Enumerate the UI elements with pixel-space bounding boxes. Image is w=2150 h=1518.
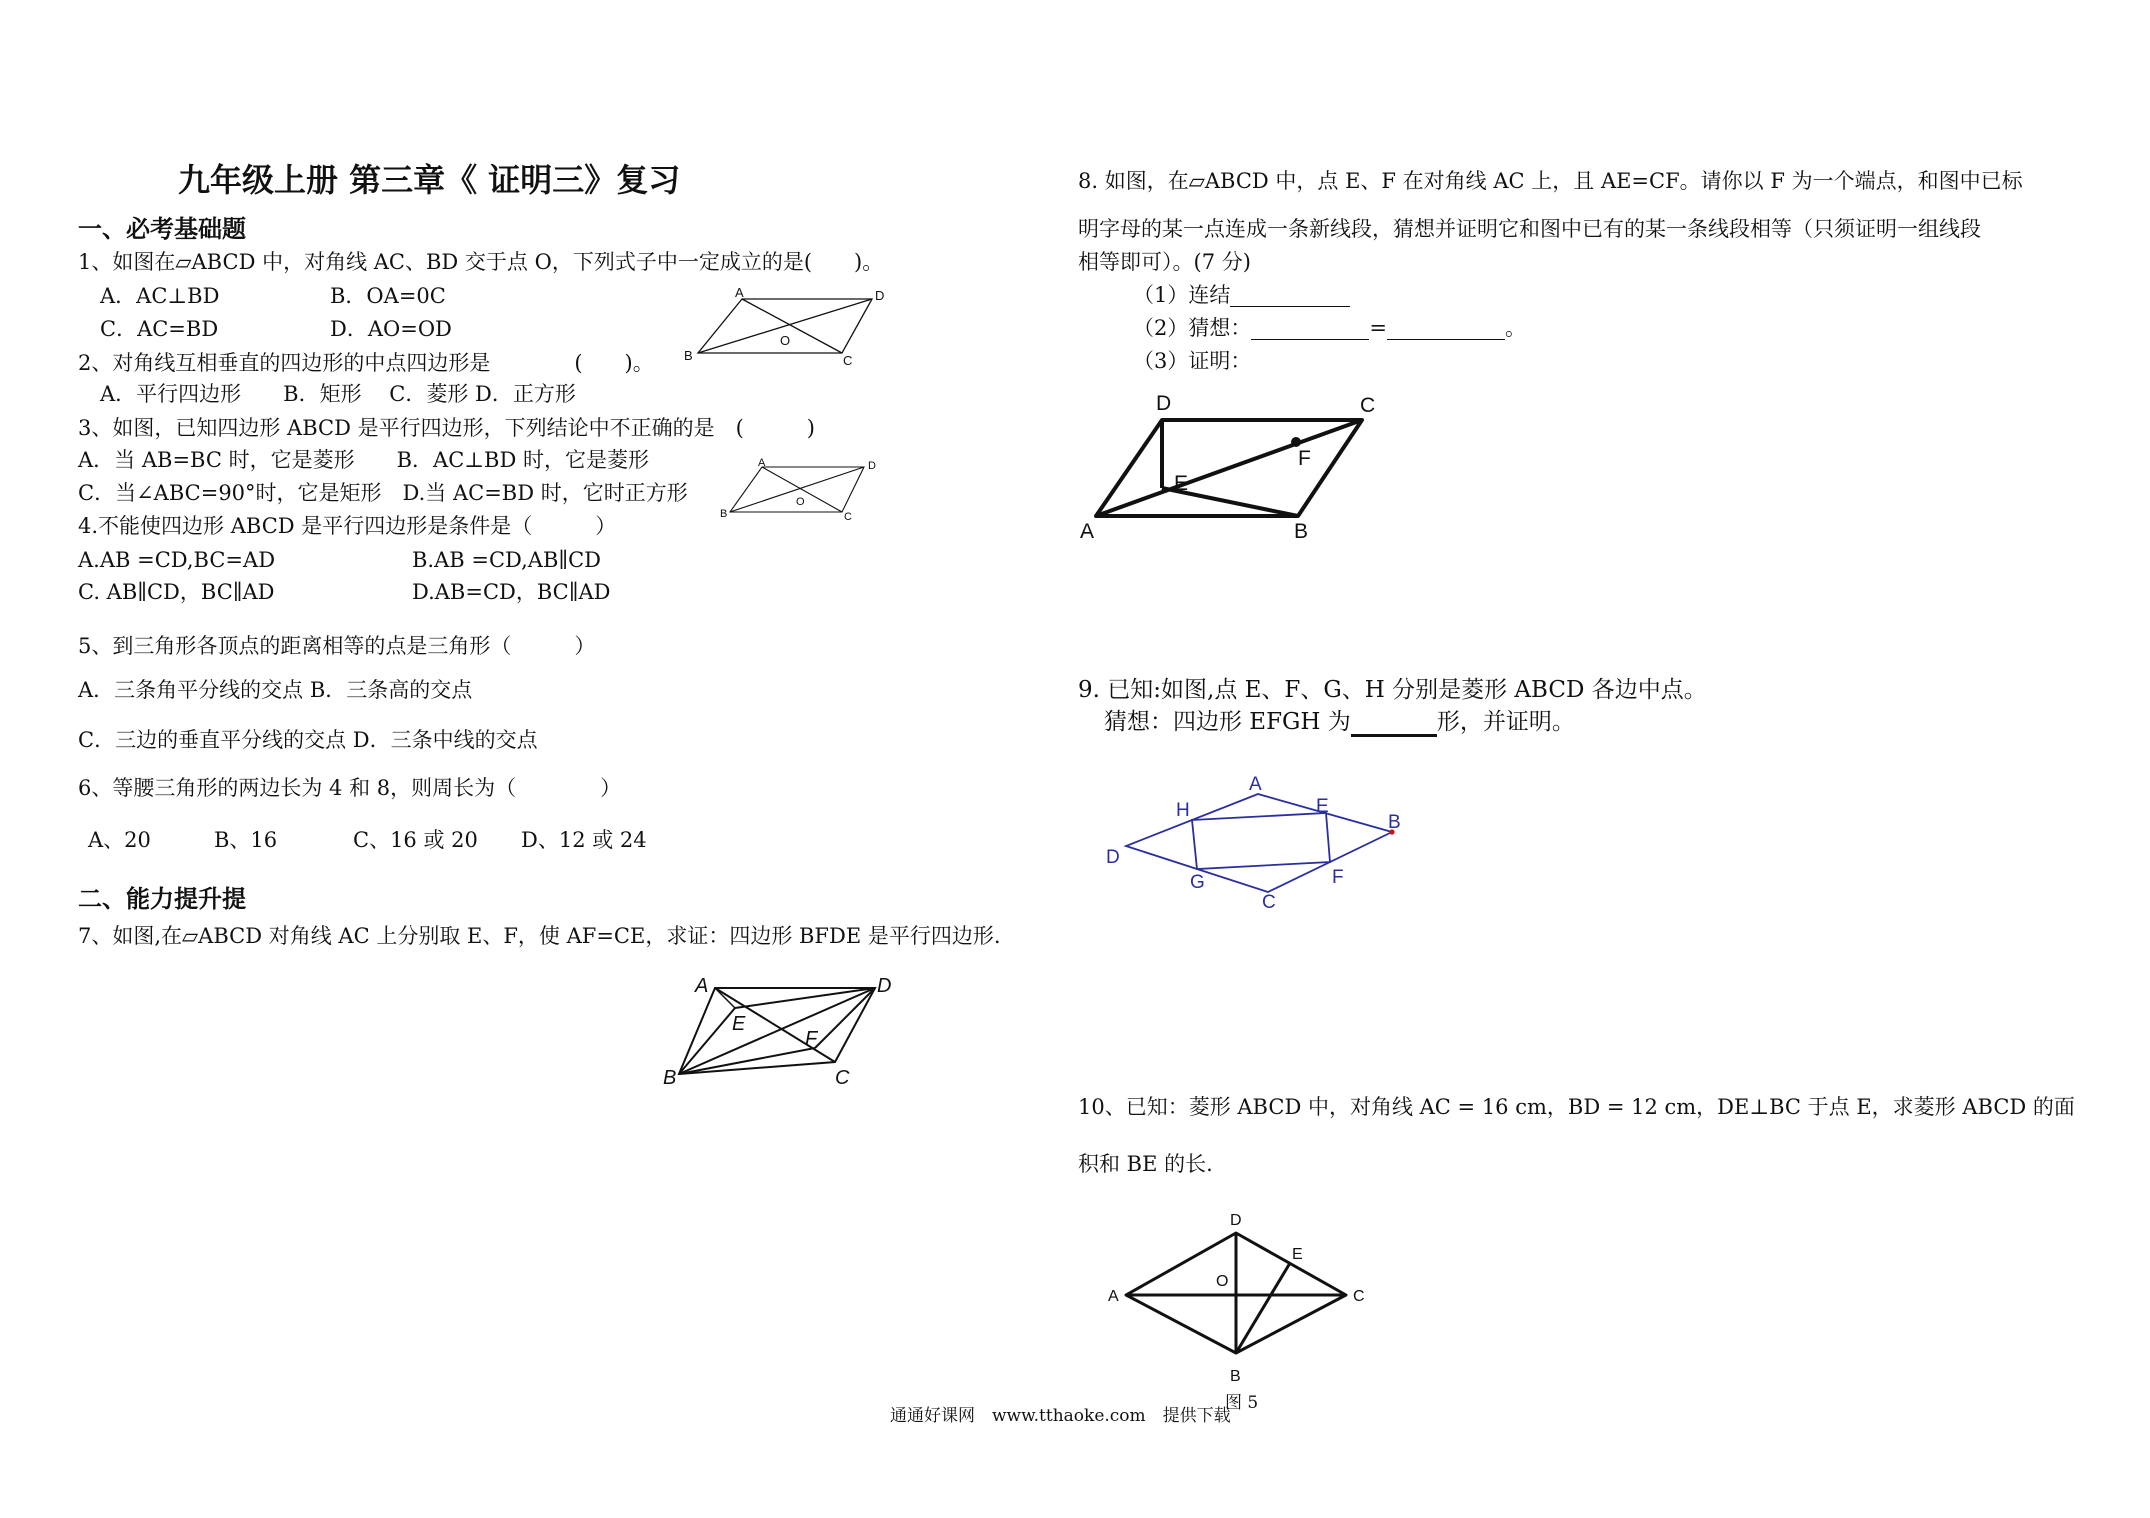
q8-figure <box>1070 390 1400 550</box>
q3-label-o: O <box>796 496 805 508</box>
q2-options: A．平行四边形 B．矩形 C．菱形 D．正方形 <box>100 382 576 406</box>
q9-line1: 9. 已知:如图,点 E、F、G、H 分别是菱形 ABCD 各边中点。 <box>1078 677 1707 703</box>
q5-line1: A．三条角平分线的交点 B．三条高的交点 <box>78 678 473 702</box>
q6-option-c: C、16 或 20 <box>353 828 478 852</box>
q1-option-a: A．AC⊥BD <box>100 284 220 308</box>
q7-stem: 7、如图,在▱ABCD 对角线 AC 上分别取 E、F，使 AF=CE，求证：四边形 BFDE 是平行四边形. <box>78 924 1001 948</box>
q4-option-b: B.AB =CD,AB∥CD <box>412 548 602 572</box>
q10-figure-caption: 图 5 <box>1225 1393 1259 1413</box>
q10-figure <box>1100 1205 1390 1395</box>
q3-figure <box>718 455 878 525</box>
q10-line2: 积和 BE 的长. <box>1078 1152 1213 1176</box>
q7-label-b: B <box>663 1067 677 1089</box>
section2-heading: 二、能力提升提 <box>78 884 246 913</box>
q6-stem: 6、等腰三角形的两边长为 4 和 8，则周长为（ ） <box>78 776 622 800</box>
q9-label-d: D <box>1106 847 1120 868</box>
q10-line1: 10、已知：菱形 ABCD 中，对角线 AC = 16 cm，BD = 12 cm，DE⊥BC 于点 E，求菱形 ABCD 的面 <box>1078 1095 2075 1119</box>
q9-figure <box>1100 770 1420 913</box>
q10-label-d: D <box>1230 1212 1242 1229</box>
q9-line2-end: 形，并证明。 <box>1436 709 1575 735</box>
q4-stem: 4.不能使四边形 ABCD 是平行四边形是条件是（ ） <box>78 514 617 538</box>
q7-label-c: C <box>835 1067 850 1089</box>
q1-stem: 1、如图在▱ABCD 中，对角线 AC、BD 交于点 O，下列式子中一定成立的是( )。 <box>78 250 884 274</box>
q1-option-d: D．AO=OD <box>330 317 452 341</box>
q10-label-e: E <box>1292 1246 1303 1263</box>
q8-label-b: B <box>1294 520 1309 543</box>
q1-label-d: D <box>875 288 885 303</box>
q3-label-c: C <box>844 511 852 523</box>
q8-step1-label: （1）连结 <box>1133 283 1231 307</box>
q7-figure <box>655 970 905 1100</box>
q7-label-a: A <box>695 975 709 997</box>
q10-label-o: O <box>1216 1273 1229 1290</box>
q8-step1 <box>1133 285 1350 307</box>
q3-label-b: B <box>720 508 728 520</box>
q6-option-b: B、16 <box>214 828 278 852</box>
q8-step2-label: （2）猜想： <box>1133 316 1252 340</box>
q9-label-a: A <box>1249 774 1262 795</box>
q8-step2 <box>1133 318 1526 340</box>
q8-line1: 8. 如图，在▱ABCD 中，点 E、F 在对角线 AC 上，且 AE=CF。请你以 F 为一个端点，和图中已标 <box>1078 169 2023 193</box>
q8-label-d: D <box>1156 392 1172 415</box>
q9-label-f: F <box>1332 867 1344 888</box>
q9-label-c: C <box>1262 892 1276 913</box>
q1-option-c: C．AC=BD <box>100 317 219 341</box>
q3-label-d: D <box>868 460 876 472</box>
q9-label-g: G <box>1190 872 1205 893</box>
q5-line2: C．三边的垂直平分线的交点 D．三条中线的交点 <box>78 728 538 752</box>
q4-option-c: C. AB∥CD，BC∥AD <box>78 580 275 604</box>
q8-label-f: F <box>1298 447 1311 470</box>
q9-label-h: H <box>1176 800 1190 821</box>
q3-stem: 3、如图，已知四边形 ABCD 是平行四边形，下列结论中不正确的是 ( ) <box>78 416 815 440</box>
q7-label-d: D <box>877 975 892 997</box>
q6-option-a: A、20 <box>88 828 151 852</box>
q10-label-c: C <box>1353 1288 1365 1305</box>
q9-line2 <box>1104 711 1575 737</box>
q7-label-f: F <box>805 1028 818 1050</box>
q6-option-d: D、12 或 24 <box>521 828 647 852</box>
q2-stem: 2、对角线互相垂直的四边形的中点四边形是 ( )。 <box>78 351 654 375</box>
q8-step3: （3）证明： <box>1133 349 1252 373</box>
q8-label-c: C <box>1360 394 1376 417</box>
q3-line-a: A．当 AB=BC 时，它是菱形 B．AC⊥BD 时，它是菱形 <box>78 448 649 472</box>
q1-figure <box>680 285 890 370</box>
page-footer: 通通好课网 www.tthaoke.com 提供下载 <box>890 1406 1231 1426</box>
q8-label-a: A <box>1080 520 1095 543</box>
q8-step2-end: 。 <box>1504 316 1526 340</box>
q4-option-a: A.AB =CD,BC=AD <box>78 548 276 572</box>
q4-option-d: D.AB=CD，BC∥AD <box>412 580 611 604</box>
q3-line-c: C．当∠ABC=90°时，它是矩形 D.当 AC=BD 时，它时正方形 <box>78 481 688 505</box>
q10-label-a: A <box>1108 1288 1119 1305</box>
q8-guess-blank-right[interactable] <box>1387 318 1505 340</box>
q1-label-a: A <box>735 285 744 300</box>
q1-label-o: O <box>780 333 791 348</box>
q9-label-b: B <box>1388 812 1401 833</box>
page-title: 九年级上册 第三章《 证明三》复习 <box>178 161 681 199</box>
q8-equals: = <box>1369 316 1387 340</box>
q8-label-e: E <box>1174 472 1189 495</box>
q1-label-c: C <box>843 353 853 368</box>
q5-stem: 5、到三角形各顶点的距离相等的点是三角形（ ） <box>78 634 596 658</box>
q9-label-e: E <box>1316 796 1329 817</box>
q1-option-b: B．OA=0C <box>330 284 446 308</box>
q8-line3: 相等即可）。(7 分) <box>1078 250 1251 274</box>
q3-label-a: A <box>758 457 766 469</box>
section1-heading: 一、必考基础题 <box>78 214 246 243</box>
q8-guess-blank-left[interactable] <box>1251 318 1369 340</box>
q1-label-b: B <box>684 348 693 363</box>
q9-line2-start: 猜想：四边形 EFGH 为 <box>1104 709 1351 735</box>
q9-shape-blank[interactable] <box>1351 711 1437 737</box>
q8-connect-blank[interactable] <box>1230 285 1350 307</box>
q10-label-b: B <box>1230 1368 1241 1385</box>
q8-line2: 明字母的某一点连成一条新线段，猜想并证明它和图中已有的某一条线段相等（只须证明一组线段 <box>1078 217 1981 241</box>
q7-label-e: E <box>732 1013 746 1035</box>
